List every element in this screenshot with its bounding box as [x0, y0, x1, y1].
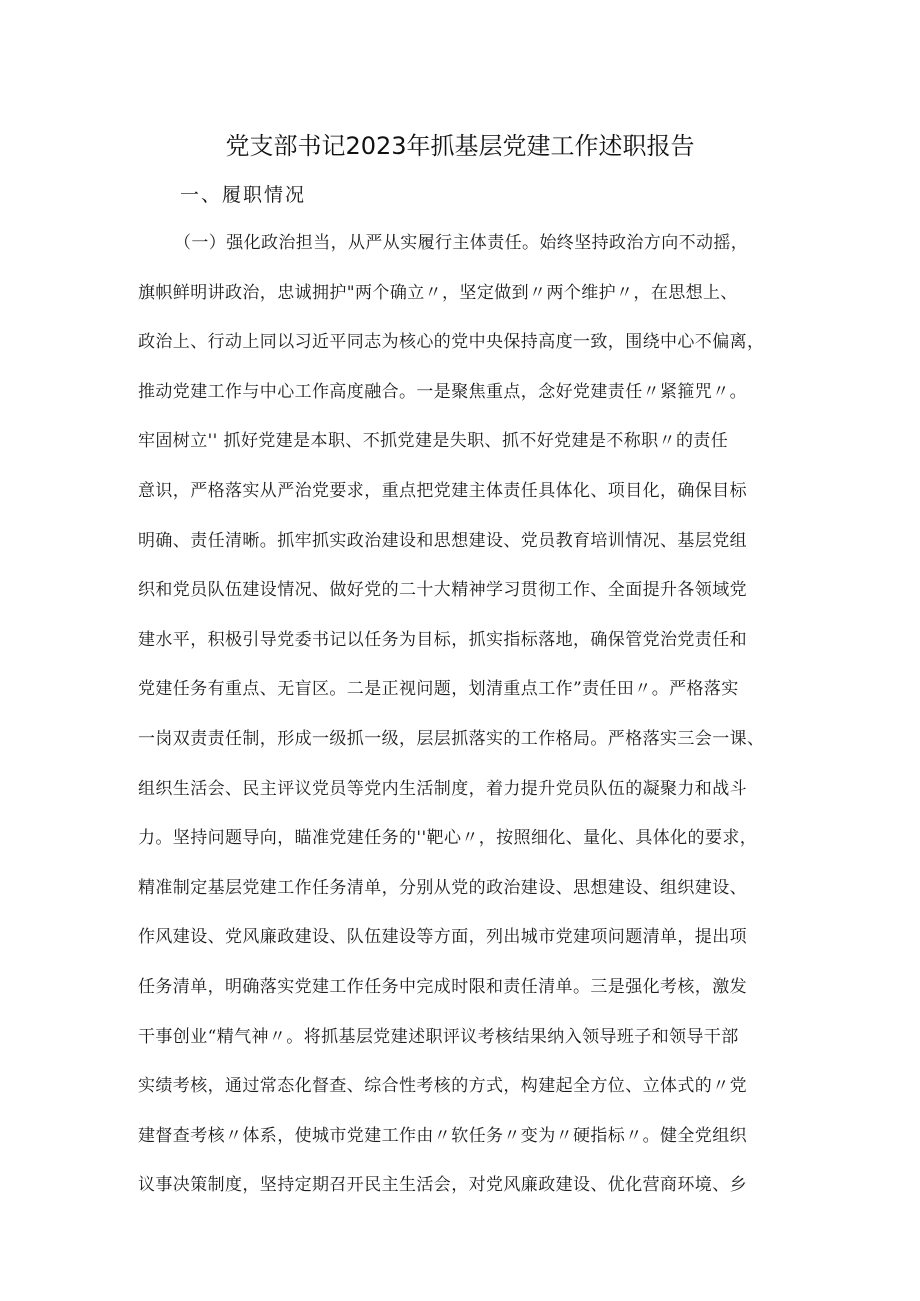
body-line: 作风建设、党风廉政建设、队伍建设等方面，列出城市党建项问题清单，提出项: [138, 927, 747, 948]
body-line: 牢固树立'' 抓好党建是本职、不抓党建是失职、抓不好党建是不称职〃的责任: [138, 431, 729, 452]
body-line: 党建任务有重点、无盲区。二是正视问题，划清重点工作”责任田〃。严格落实: [138, 679, 739, 700]
body-line: 政治上、行动上同以习近平同志为核心的党中央保持高度一致，围绕中心不偏离，: [138, 332, 765, 353]
body-line: 旗帜鲜明讲政治，忠诚拥护"两个确立〃，坚定做到〃两个维护〃，在思想上、: [138, 282, 738, 303]
body-line: 组织生活会、民主评议党员等党内生活制度，着力提升党员队伍的凝聚力和战斗: [138, 778, 747, 799]
body-line: 实绩考核，通过常态化督查、综合性考核的方式，构建起全方位、立体式的〃党: [138, 1076, 747, 1097]
body-line: 力。坚持问题导向，瞄准党建任务的''靶心〃，按照细化、量化、具体化的要求，: [138, 828, 758, 849]
body-line: 一岗双责责任制，形成一级抓一级，层层抓落实的工作格局。严格落实三会一课、: [138, 728, 765, 749]
document-title: 党支部书记2023年抓基层党建工作述职报告: [225, 132, 695, 160]
body-line: （一）强化政治担当，从严从实履行主体责任。始终坚持政治方向不动摇，: [174, 233, 749, 253]
body-line: 建督查考核〃体系，使城市党建工作由〃软任务〃变为〃硬指标〃。健全党组织: [138, 1125, 747, 1146]
body-line: 精准制定基层党建工作任务清单，分别从党的政治建设、思想建设、组织建设、: [138, 877, 747, 898]
body-line: 议事决策制度，坚持定期召开民主生活会，对党风廉政建设、优化营商环境、乡: [138, 1175, 747, 1196]
body-line: 织和党员队伍建设情况、做好党的二十大精神学习贯彻工作、全面提升各领域党: [138, 580, 747, 601]
section-heading: 一、履职情况: [180, 184, 307, 206]
body-paragraph: [138, 226, 798, 1218]
body-line: 明确、责任清晰。抓牢抓实政治建设和思想建设、党员教育培训情况、基层党组: [138, 530, 747, 551]
body-line: 意识，严格落实从严治党要求，重点把党建主体责任具体化、项目化，确保目标: [138, 480, 747, 501]
body-line: 任务清单，明确落实党建工作任务中完成时限和责任清单。三是强化考核，激发: [138, 976, 747, 997]
body-line: 干事创业“精气神〃。将抓基层党建述职评议考核结果纳入领导班子和领导干部: [138, 1026, 739, 1047]
body-line: 推动党建工作与中心工作高度融合。一是聚焦重点，念好党建责任〃紧箍咒〃。: [138, 381, 747, 402]
body-line: 建水平，积极引导党委书记以任务为目标，抓实指标落地，确保管党治党责任和: [138, 629, 747, 650]
